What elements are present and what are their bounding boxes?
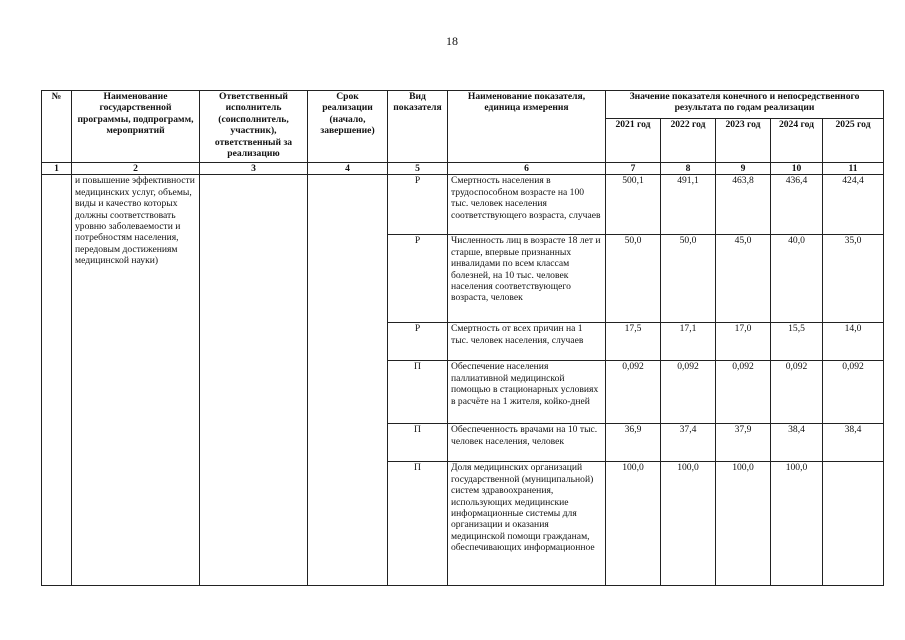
header-values: Значение показателя конечного и непосредственного результата по годам реализации [606,91,884,119]
executor-cell [200,175,308,586]
column-number: 5 [388,163,448,175]
value-2023: 37,9 [716,424,771,462]
page-number: 18 [446,34,458,48]
value-2022: 50,0 [661,235,716,323]
column-number: 11 [823,163,884,175]
value-2024: 38,4 [771,424,823,462]
indicator-kind: П [388,462,448,586]
value-2023: 17,0 [716,323,771,361]
value-2025: 0,092 [823,361,884,424]
indicator-kind: Р [388,323,448,361]
header-term: Срок реализации (начало, завершение) [308,91,388,163]
value-2024: 100,0 [771,462,823,586]
indicator-name: Смертность населения в трудоспособном возрасте на 100 тыс. человек населения соответствующего возраста, случаев [448,175,606,235]
value-2025: 424,4 [823,175,884,235]
indicator-name: Численность лиц в возрасте 18 лет и старше, впервые признанных инвалидами по всем классам болезней, на 10 тыс. человек населения соответствующего возраста, человек [448,235,606,323]
value-2024: 0,092 [771,361,823,424]
value-2021: 100,0 [606,462,661,586]
indicators-table [41,90,884,586]
column-number: 7 [606,163,661,175]
header-year-2022: 2022 год [661,119,716,163]
value-2025 [823,462,884,586]
indicator-name: Доля медицинских организаций государственной (муниципальной) систем здравоохранения, использующих медицинские информационные системы для организации и оказания медицинской помощи гражданам, обеспечивающих информационное [448,462,606,586]
indicator-kind: Р [388,175,448,235]
header-year-2023: 2023 год [716,119,771,163]
column-number: 10 [771,163,823,175]
value-2023: 463,8 [716,175,771,235]
indicator-name: Смертность от всех причин на 1 тыс. человек населения, случаев [448,323,606,361]
indicator-name: Обеспечение населения паллиативной медицинской помощью в стационарных условиях в расчёте на 1 жителя, койко-дней [448,361,606,424]
table-row [42,175,884,235]
indicator-kind: П [388,424,448,462]
value-2024: 436,4 [771,175,823,235]
column-number: 9 [716,163,771,175]
value-2022: 37,4 [661,424,716,462]
value-2021: 0,092 [606,361,661,424]
program-description: и повышение эффективности медицинских услуг, объемы, виды и качество которых должны соответствовать уровню заболеваемости и потребностям населения, передовым достижениям медицинской науки) [72,175,200,586]
indicator-kind: П [388,361,448,424]
value-2023: 0,092 [716,361,771,424]
column-number: 1 [42,163,72,175]
indicator-kind: Р [388,235,448,323]
indicator-name: Обеспеченность врачами на 10 тыс. человек населения, человек [448,424,606,462]
header-program-name: Наименование государственной программы, подпрограмм, мероприятий [72,91,200,163]
value-2025: 35,0 [823,235,884,323]
column-number: 2 [72,163,200,175]
header-no: № [42,91,72,163]
header-year-2025: 2025 год [823,119,884,163]
column-number: 3 [200,163,308,175]
value-2023: 100,0 [716,462,771,586]
value-2021: 17,5 [606,323,661,361]
row-number-cell [42,175,72,586]
column-number: 8 [661,163,716,175]
value-2023: 45,0 [716,235,771,323]
column-number: 4 [308,163,388,175]
value-2022: 17,1 [661,323,716,361]
value-2024: 15,5 [771,323,823,361]
value-2021: 50,0 [606,235,661,323]
value-2021: 500,1 [606,175,661,235]
value-2022: 491,1 [661,175,716,235]
header-executor: Ответственный исполнитель (соисполнитель, участник), ответственный за реализацию [200,91,308,163]
value-2022: 0,092 [661,361,716,424]
value-2025: 14,0 [823,323,884,361]
value-2025: 38,4 [823,424,884,462]
header-indicator-name: Наименование показателя, единица измерения [448,91,606,163]
header-year-2024: 2024 год [771,119,823,163]
header-indicator-kind: Вид показателя [388,91,448,163]
column-number: 6 [448,163,606,175]
value-2021: 36,9 [606,424,661,462]
value-2022: 100,0 [661,462,716,586]
term-cell [308,175,388,586]
value-2024: 40,0 [771,235,823,323]
header-year-2021: 2021 год [606,119,661,163]
